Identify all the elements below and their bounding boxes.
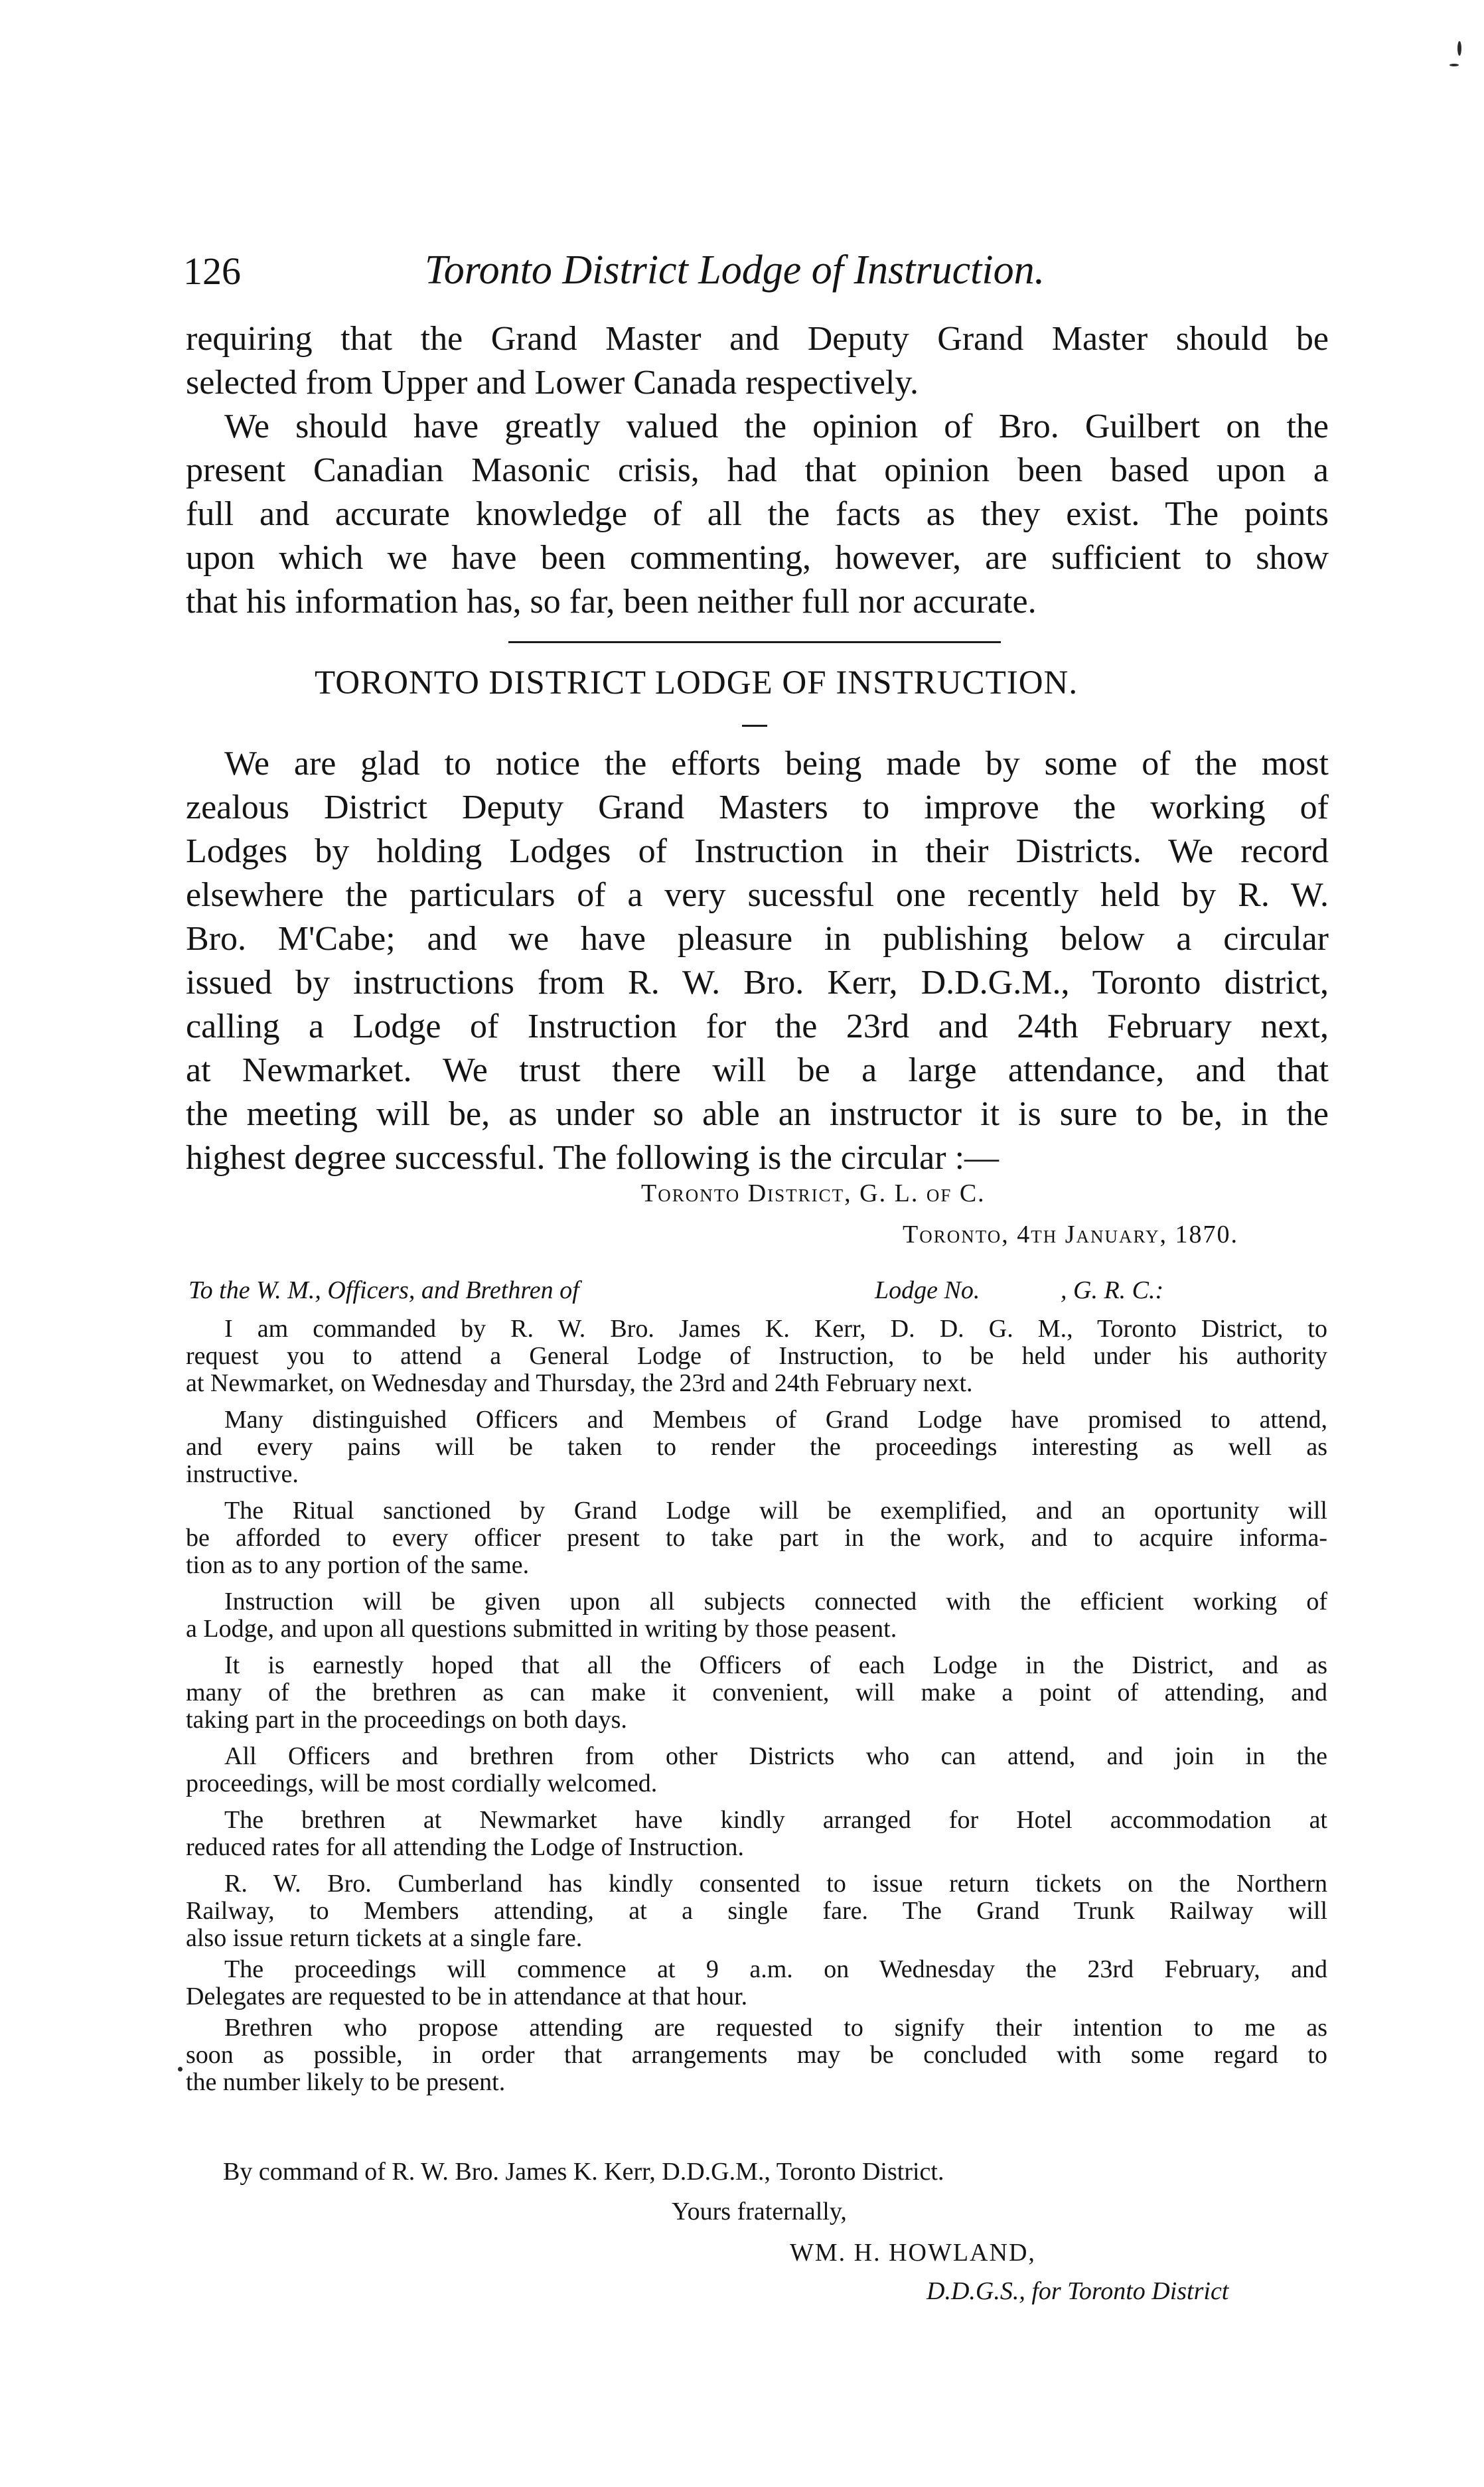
text-line: We should have greatly valued the opinion of Bro. Guilbert on the bbox=[224, 408, 1329, 445]
text-line: at Newmarket. We trust there will be a large attendance, and that bbox=[186, 1051, 1329, 1089]
text-line: many of the brethren as can make it convenient, will make a point of attending, and bbox=[186, 1679, 1327, 1706]
text-line: The brethren at Newmarket have kindly arranged for Hotel accommodation at bbox=[224, 1806, 1327, 1834]
text-line: at Newmarket, on Wednesday and Thursday, the 23rd and 24th February next. bbox=[186, 1369, 973, 1397]
text-line: upon which we have been commenting, however, are sufficient to show bbox=[186, 539, 1329, 577]
complimentary-close: Yours fraternally, bbox=[672, 2198, 847, 2225]
text-line: proceedings, will be most cordially welcomed. bbox=[186, 1770, 658, 1797]
text-line: the meeting will be, as under so able an instructor it is sure to be, in the bbox=[186, 1095, 1329, 1133]
text-line: calling a Lodge of Instruction for the 23rd and 24th February next, bbox=[186, 1008, 1329, 1045]
text-line: tion as to any portion of the same. bbox=[186, 1551, 530, 1579]
text-line: requiring that the Grand Master and Deputy Grand Master should be bbox=[186, 320, 1329, 358]
text-line: that his information has, so far, been neither full nor accurate. bbox=[186, 583, 1037, 621]
by-command-line: By command of R. W. Bro. James K. Kerr, D.D.G.M., Toronto District. bbox=[223, 2158, 944, 2186]
text-line: instructive. bbox=[186, 1460, 299, 1488]
salutation-lodge-no: Lodge No. bbox=[875, 1276, 980, 1304]
text-line: It is earnestly hoped that all the Officers of each Lodge in the District, and as bbox=[224, 1651, 1327, 1679]
text-line: Bro. M'Cabe; and we have pleasure in publishing below a circular bbox=[186, 920, 1329, 958]
text-line: issued by instructions from R. W. Bro. Kerr, D.D.G.M., Toronto district, bbox=[186, 964, 1329, 1002]
paragraph bbox=[186, 1406, 1327, 1488]
text-line: full and accurate knowledge of all the facts as they exist. The points bbox=[186, 495, 1329, 533]
signature-name: WM. H. HOWLAND, bbox=[790, 2239, 1036, 2267]
running-title: Toronto District Lodge of Instruction. bbox=[425, 248, 1045, 293]
circular-text bbox=[186, 1316, 1327, 2096]
text-line: be afforded to every officer present to take part in the work, and to acquire informa- bbox=[186, 1524, 1327, 1552]
salutation: To the W. M., Officers, and Brethren of bbox=[188, 1276, 579, 1304]
signature-title: D.D.G.S., for Toronto District bbox=[927, 2277, 1229, 2305]
text-line: elsewhere the particulars of a very sucessful one recently held by R. W. bbox=[186, 876, 1329, 914]
section-heading: TORONTO DISTRICT LODGE OF INSTRUCTION. bbox=[315, 664, 1078, 702]
text-line: The proceedings will commence at 9 a.m. on Wednesday the 23rd February, and bbox=[224, 1955, 1327, 1983]
text-line: soon as possible, in order that arrangements may be concluded with some regard to bbox=[186, 2041, 1327, 2069]
paragraph bbox=[186, 1497, 1327, 1579]
paragraph bbox=[186, 1807, 1327, 1861]
text-line: the number likely to be present. bbox=[186, 2068, 506, 2096]
paragraph bbox=[186, 1956, 1327, 2010]
page-number: 126 bbox=[183, 250, 241, 293]
text-line: reduced rates for all attending the Lodge of Instruction. bbox=[186, 1833, 744, 1861]
text-line: Railway, to Members attending, at a single fare. The Grand Trunk Railway will bbox=[186, 1897, 1327, 1925]
text-line: The Ritual sanctioned by Grand Lodge will be exemplified, and an oportunity will bbox=[224, 1497, 1327, 1525]
text-line: a Lodge, and upon all questions submitted in writing by those peasent. bbox=[186, 1615, 897, 1643]
text-line: R. W. Bro. Cumberland has kindly consented to issue return tickets on the Northern bbox=[224, 1870, 1327, 1898]
paragraph bbox=[186, 1588, 1327, 1643]
text-line: All Officers and brethren from other Districts who can attend, and join in the bbox=[224, 1742, 1327, 1770]
salutation-grc: , G. R. C.: bbox=[1061, 1276, 1164, 1304]
dateline-district: Toronto District, G. L. of C. bbox=[641, 1179, 986, 1207]
text-line: I am commanded by R. W. Bro. James K. Kerr, D. D. G. M., Toronto District, to bbox=[224, 1315, 1327, 1343]
paragraph bbox=[186, 1652, 1327, 1734]
paragraph bbox=[186, 1316, 1327, 1397]
text-line: highest degree successful. The following is the circular :— bbox=[186, 1139, 1000, 1177]
scan-speck bbox=[178, 2067, 183, 2072]
text-line: Delegates are requested to be in attendance at that hour. bbox=[186, 1983, 748, 2010]
text-line: Many distinguished Officers and Membeıs of Grand Lodge have promised to attend, bbox=[224, 1406, 1327, 1434]
paragraph bbox=[186, 2014, 1327, 2096]
text-line: Instruction will be given upon all subjects connected with the efficient working of bbox=[224, 1588, 1327, 1616]
text-line: We are glad to notice the efforts being made by some of the most bbox=[224, 745, 1329, 783]
section-text bbox=[186, 742, 1329, 1180]
text-line: present Canadian Masonic crisis, had that opinion been based upon a bbox=[186, 451, 1329, 489]
text-line: selected from Upper and Lower Canada respectively. bbox=[186, 364, 919, 402]
intro-text bbox=[186, 317, 1329, 624]
text-line: request you to attend a General Lodge of Instruction, to be held under his authority bbox=[186, 1342, 1327, 1370]
section-divider bbox=[508, 641, 1001, 643]
paragraph bbox=[186, 1870, 1327, 1952]
text-line: and every pains will be taken to render the proceedings interesting as well as bbox=[186, 1433, 1327, 1461]
scan-speck bbox=[1449, 64, 1459, 66]
heading-dash bbox=[742, 725, 767, 727]
text-line: zealous District Deputy Grand Masters to improve the working of bbox=[186, 789, 1329, 826]
text-line: Lodges by holding Lodges of Instruction in their Districts. We record bbox=[186, 832, 1329, 870]
dateline-date: Toronto, 4th January, 1870. bbox=[903, 1221, 1239, 1248]
text-line: Brethren who propose attending are requested to signify their intention to me as bbox=[224, 2014, 1327, 2042]
scan-speck bbox=[1457, 41, 1461, 56]
paragraph bbox=[186, 1743, 1327, 1797]
text-line: taking part in the proceedings on both days. bbox=[186, 1706, 627, 1734]
text-line: also issue return tickets at a single fare. bbox=[186, 1924, 583, 1952]
